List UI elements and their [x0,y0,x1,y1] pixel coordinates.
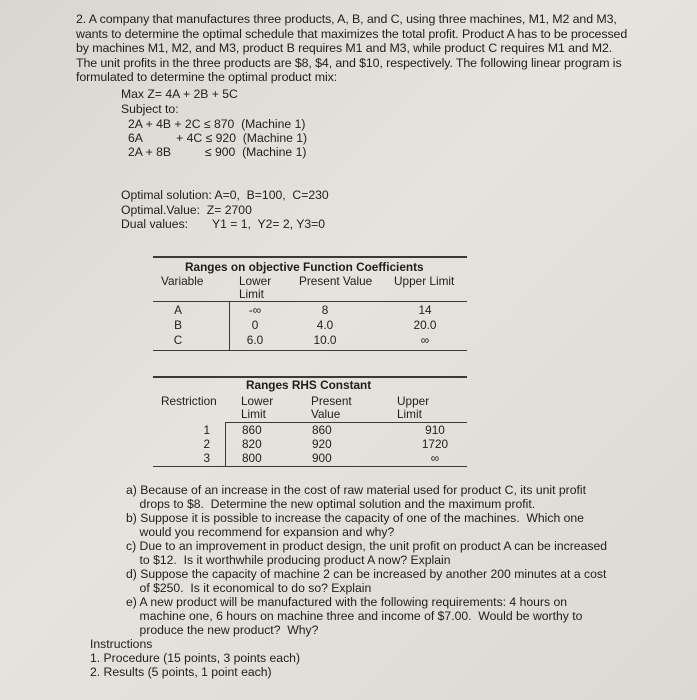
table2-header-lower-limit: Limit [241,407,266,421]
table1-column-divider [229,302,230,350]
instructions-item-2: 2. Results (5 points, 1 point each) [90,665,272,679]
table1-header-rule [153,301,467,302]
instructions-title: Instructions [90,637,153,651]
table2-column-divider [225,422,226,466]
instructions-item-1: 1. Procedure (15 points, 3 points each) [90,651,301,665]
table2-header-restriction: Restriction [161,394,217,408]
table1-present-a: 8 [321,303,329,317]
table1-var-a: A [174,303,182,317]
table1-header-lower-limit: Limit [239,287,264,301]
table2-header-present: Present [311,394,352,408]
question-d-line2: of $250. Is it economical to do so? Explain [126,581,372,595]
optimal-value: Optimal.Value: Z= 2700 [121,203,252,217]
table1-top-rule [153,256,467,258]
problem-intro: 2. A company that manufactures three products, A, B, and C, using three machines, M1, M2 and M3, wants to determine the optimal schedule that maximizes the total profit. Product A has to be processed by machines M1, M2, and M3, product B requires M1 and M3, while product C requires M1 and M2. The unit profits in the three products are $8, $4, and $10, respectively. The following linear program is formulated to determine the optimal product mix: [76,12,628,85]
table1-upper-b: 20.0 [413,318,437,332]
table2-title: Ranges RHS Constant [246,378,372,392]
table2-restriction-3: 3 [203,451,210,465]
subject-to-label: Subject to: [121,102,179,116]
table2-header-lower: Lower [241,394,274,408]
table1-header-upper: Upper Limit [394,274,455,288]
table2-restriction-1: 1 [203,423,210,437]
constraint-3: 2A + 8B ≤ 900 (Machine 1) [128,145,307,159]
constraint-1: 2A + 4B + 2C ≤ 870 (Machine 1) [128,117,306,131]
table1-header-lower: Lower [239,274,272,288]
table2-header-present-value: Value [311,407,341,421]
optimal-solution: Optimal solution: A=0, B=100, C=230 [121,188,329,202]
table1-present-c: 10.0 [313,333,337,347]
table2-lower-2: 820 [242,437,262,451]
question-d-line1: d) Suppose the capacity of machine 2 can be increased by another 200 minutes at a cost [126,567,607,581]
question-b-line1: b) Suppose it is possible to increase the capacity of one of the machines. Which one [126,511,584,525]
question-a-line1: a) Because of an increase in the cost of raw material used for product C, its unit profit [126,483,586,497]
table2-upper-3: ∞ [430,451,440,465]
table2-bottom-rule [153,466,467,467]
dual-values: Y1 = 1, Y2= 2, Y3=0 [212,217,326,231]
objective-function: Max Z= 4A + 2B + 5C [121,87,238,101]
table2-present-1: 860 [312,423,332,437]
question-e-line3: produce the new product? Why? [126,623,319,637]
table1-var-c: C [173,333,183,347]
constraint-2: 6A + 4C ≤ 920 (Machine 1) [128,131,308,145]
table2-restriction-2: 2 [203,437,210,451]
table1-var-b: B [174,318,182,332]
table2-upper-2: 1720 [421,437,449,451]
table2-lower-1: 860 [242,423,262,437]
table1-upper-c: ∞ [420,333,430,347]
table1-lower-b: 0 [251,318,259,332]
table2-header-upper-limit: Limit [397,407,422,421]
table1-header-present: Present Value [299,274,373,288]
table2-header-upper: Upper [397,394,430,408]
question-c-line1: c) Due to an improvement in product design, the unit profit on product A can be increased [126,539,608,553]
table2-upper-1: 910 [425,423,445,437]
table1-lower-a: -∞ [248,303,262,317]
question-b-line2: would you recommend for expansion and why? [126,525,395,539]
table1-header-variable: Variable [161,274,204,288]
table1-bottom-rule [153,350,467,351]
question-c-line2: to $12. Is it worthwhile producing product A now? Explain [126,553,451,567]
table1-present-b: 4.0 [316,318,334,332]
table2-lower-3: 800 [242,451,262,465]
table2-present-3: 900 [312,451,332,465]
table1-title: Ranges on objective Function Coefficients [185,260,424,274]
question-e-line1: e) A new product will be manufactured with the following requirements: 4 hours on [126,595,568,609]
table2-present-2: 920 [312,437,332,451]
table1-lower-c: 6.0 [246,333,264,347]
dual-values-label: Dual values: [121,217,189,231]
table1-upper-a: 14 [418,303,432,317]
question-a-line2: drops to $8. Determine the new optimal solution and the maximum profit. [126,497,536,511]
question-e-line2: machine one, 6 hours on machine three and income of $7.00. Would be worthy to [126,609,583,623]
